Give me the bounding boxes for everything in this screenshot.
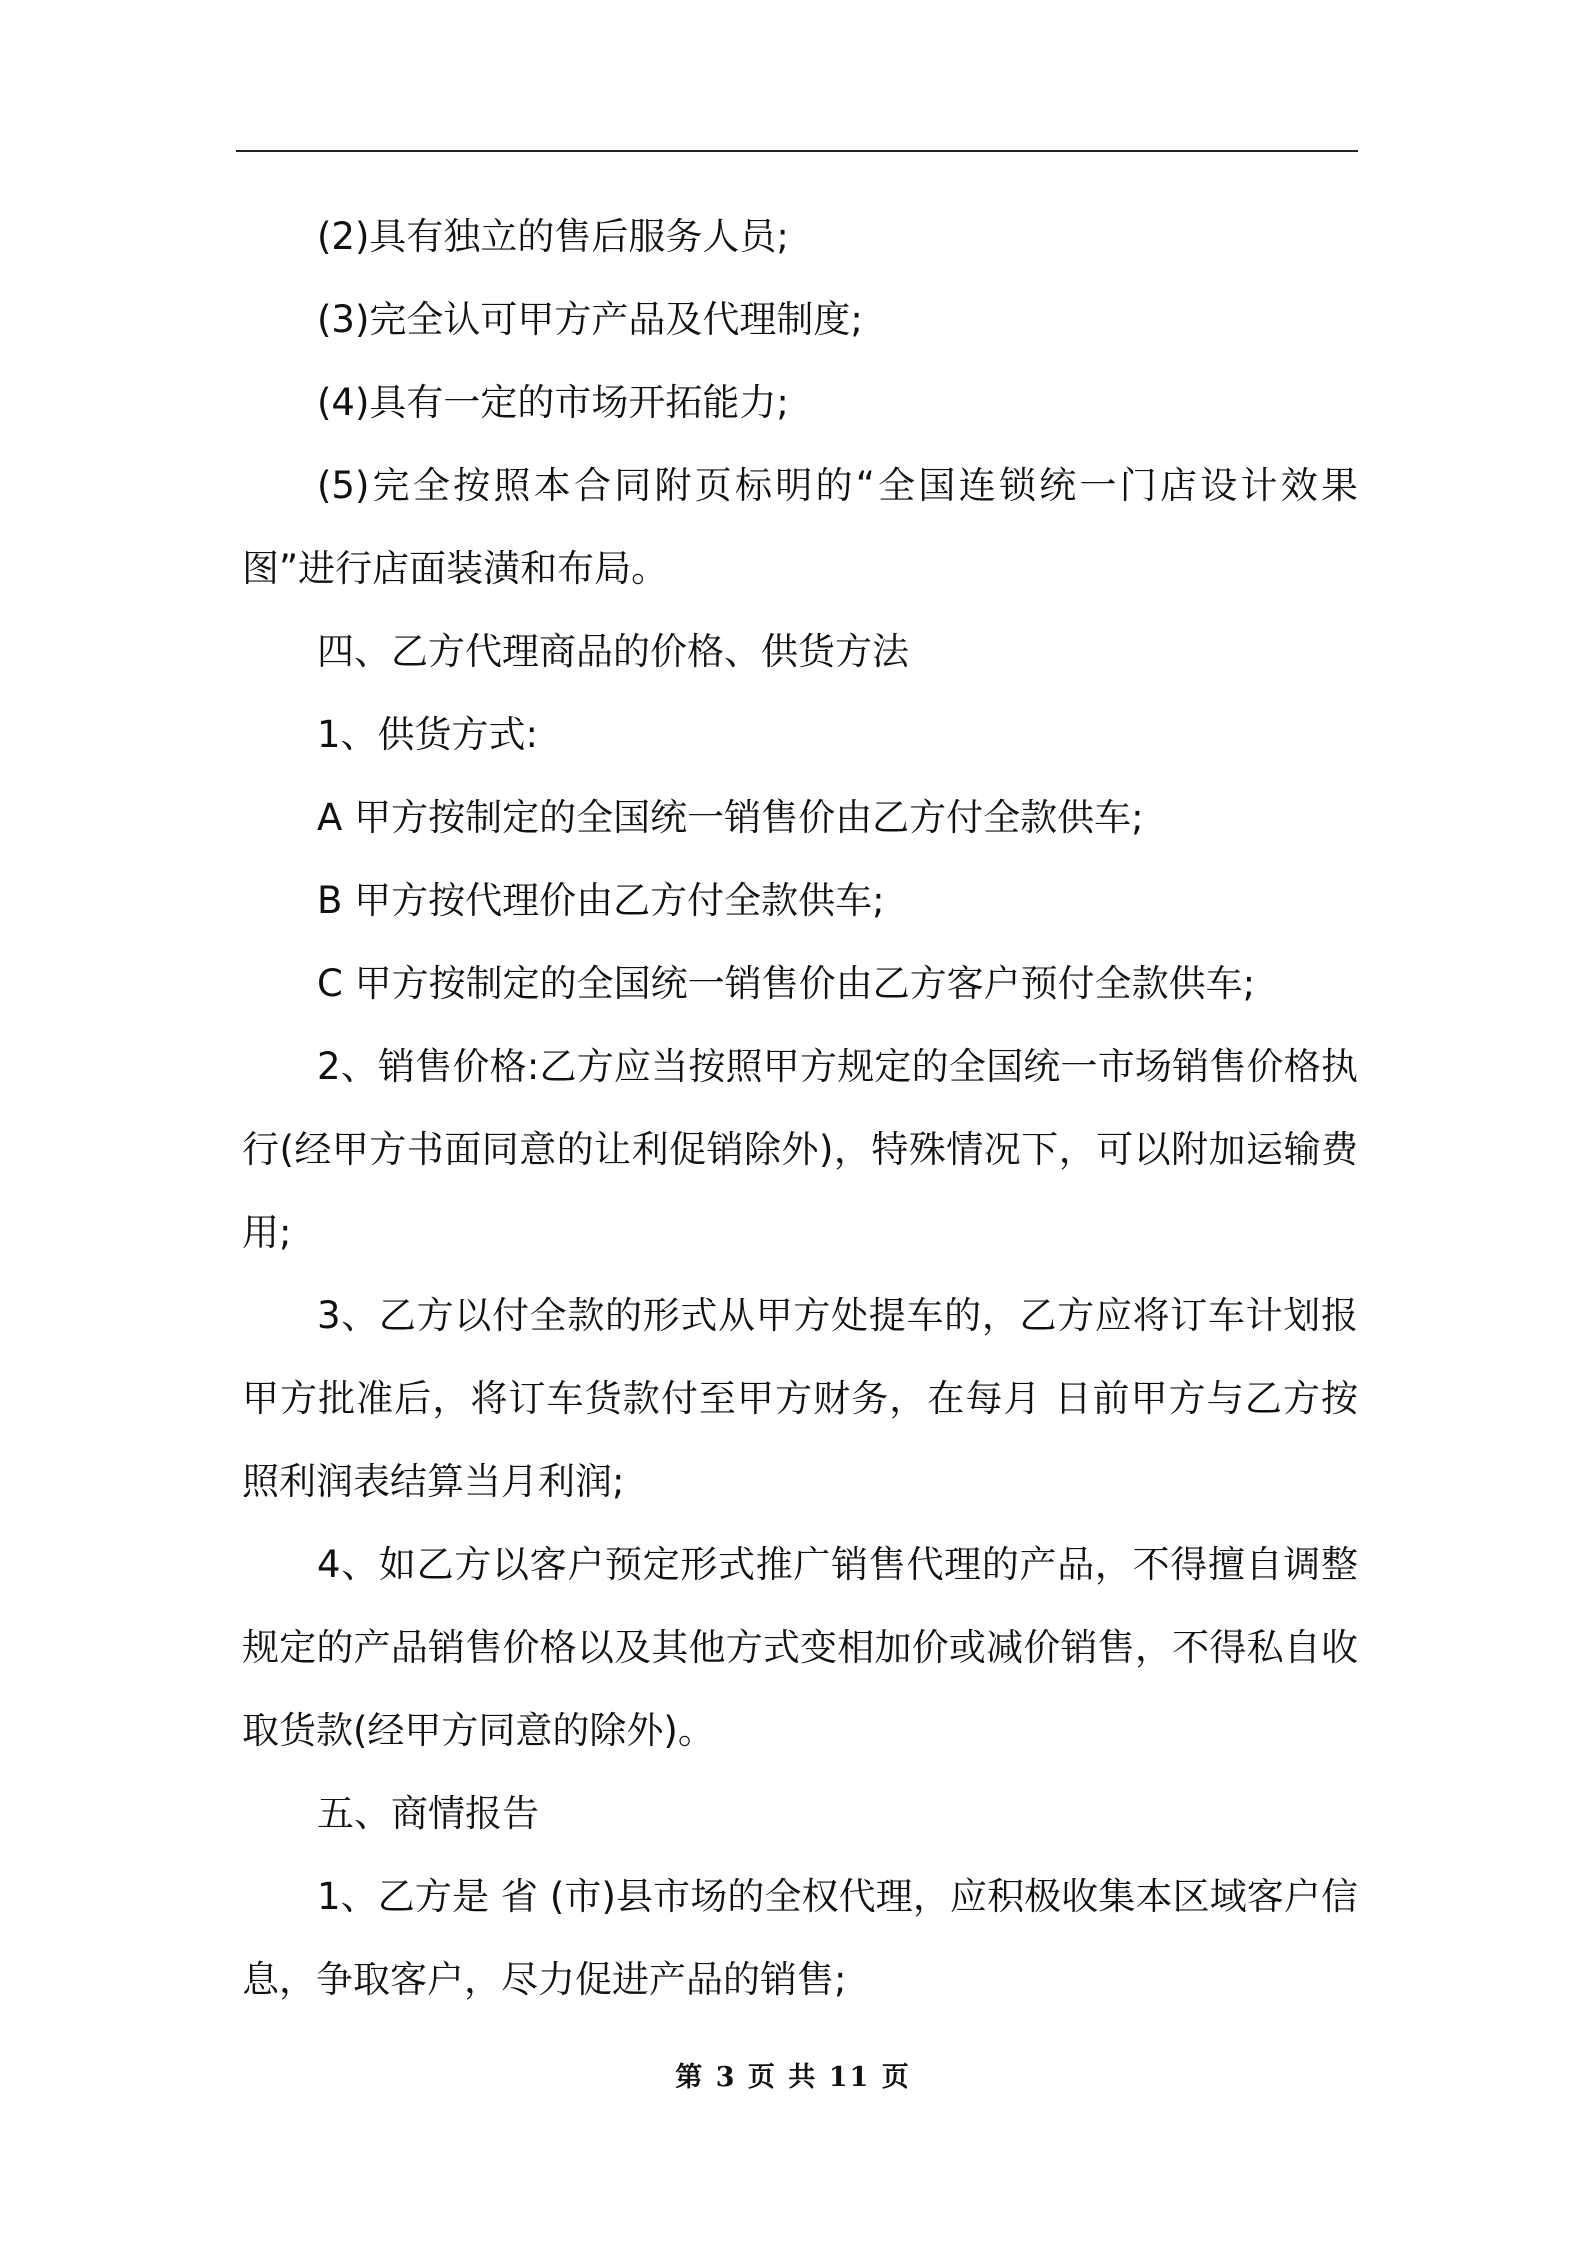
paragraph-option-b: B 甲方按代理价由乙方付全款供车; xyxy=(317,879,885,922)
paragraph-option-a: A 甲方按制定的全国统一销售价由乙方付全款供车; xyxy=(317,796,1144,839)
document-body xyxy=(242,195,1358,2021)
paragraph-item-3: (3)完全认可甲方产品及代理制度; xyxy=(317,298,863,341)
footer-prefix: 第 xyxy=(675,2062,705,2093)
paragraph-pre-order: 4、如乙方以客户预定形式推广销售代理的产品，不得擅自调整规定的产品销售价格以及其他方式变相加价或减价销售，不得私自收取货款(经甲方同意的除外)。 xyxy=(242,1543,1358,1752)
header-rule xyxy=(236,150,1358,152)
page-footer xyxy=(0,2055,1586,2094)
paragraph-full-payment: 3、乙方以付全款的形式从甲方处提车的，乙方应将订车计划报甲方批准后，将订车货款付至甲方财务，在每月 日前甲方与乙方按照利润表结算当月利润; xyxy=(242,1294,1358,1503)
paragraph-item-4: (4)具有一定的市场开拓能力; xyxy=(317,381,789,424)
paragraph-supply-method: 1、供货方式: xyxy=(317,713,539,756)
section-heading-5: 五、商情报告 xyxy=(317,1792,539,1835)
footer-total-pages: 11 xyxy=(828,2062,871,2093)
paragraph-option-c: C 甲方按制定的全国统一销售价由乙方客户预付全款供车; xyxy=(317,962,1256,1005)
footer-page-number: 3 xyxy=(715,2062,737,2093)
paragraph-market-report: 1、乙方是 省 (市)县市场的全权代理，应积极收集本区域客户信息，争取客户，尽力促进产品的销售; xyxy=(242,1875,1358,2001)
footer-middle: 页 共 xyxy=(747,2062,818,2093)
footer-suffix: 页 xyxy=(881,2062,911,2093)
paragraph-item-5: (5)完全按照本合同附页标明的“全国连锁统一门店设计效果图”进行店面装潢和布局。 xyxy=(242,464,1358,590)
paragraph-sales-price: 2、销售价格:乙方应当按照甲方规定的全国统一市场销售价格执行(经甲方书面同意的让利促销除外)，特殊情况下，可以附加运输费用; xyxy=(242,1045,1358,1254)
paragraph-item-2: (2)具有独立的售后服务人员; xyxy=(317,215,789,258)
section-heading-4: 四、乙方代理商品的价格、供货方法 xyxy=(317,630,909,673)
